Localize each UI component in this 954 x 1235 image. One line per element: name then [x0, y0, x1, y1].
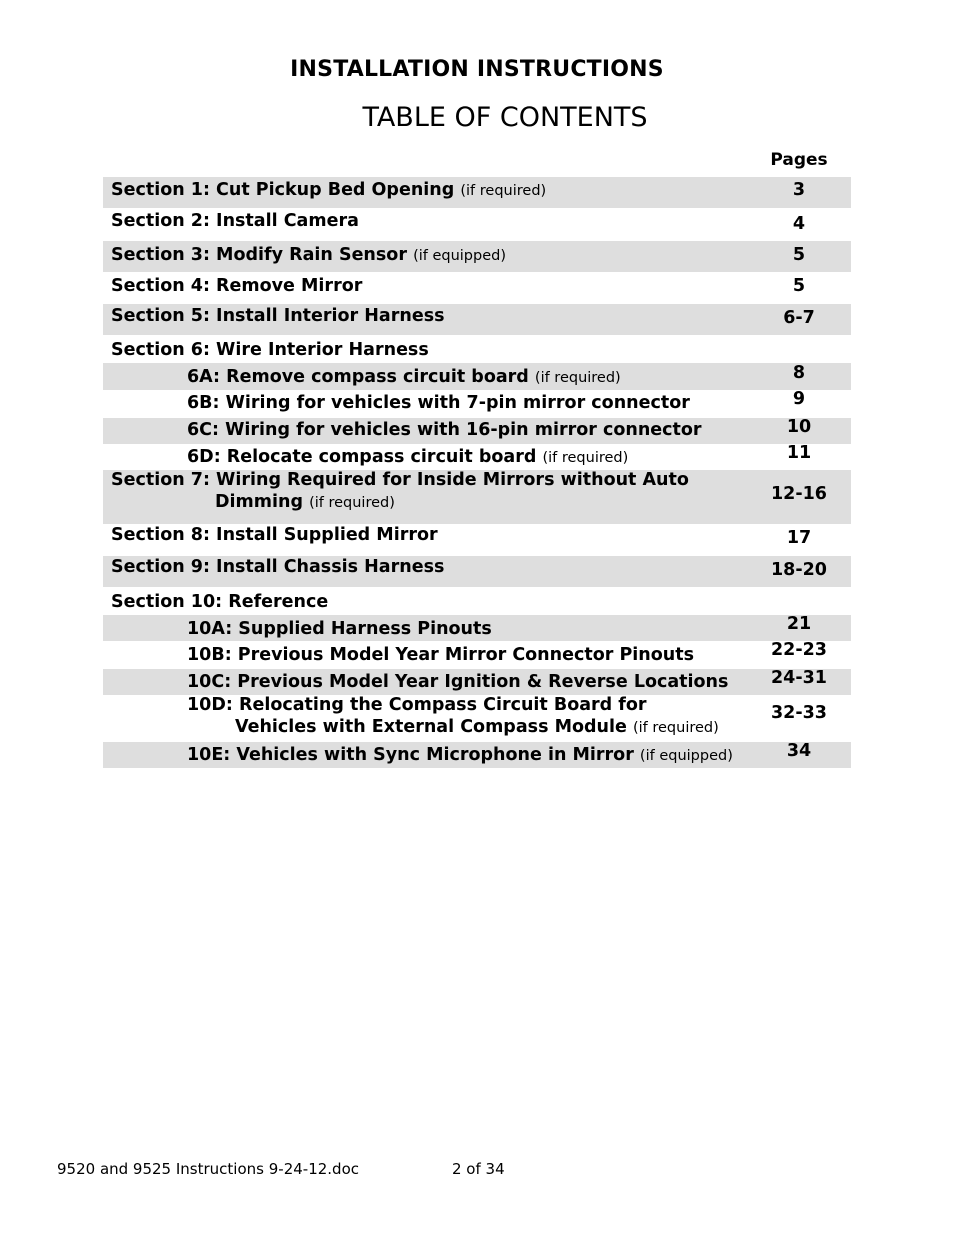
toc-page-number: 10: [786, 417, 812, 437]
toc-page-number: 5: [792, 276, 806, 296]
toc-page-number: 22-23: [771, 640, 827, 660]
toc-row[interactable]: [103, 556, 851, 587]
toc-entry-label: Section 1: Cut Pickup Bed Opening (if required): [111, 180, 547, 200]
page-subtitle: TABLE OF CONTENTS: [362, 102, 648, 133]
toc-page-number: 5: [792, 245, 806, 265]
toc-row[interactable]: [103, 444, 851, 470]
toc-entry-label: Section 2: Install Camera: [111, 211, 359, 231]
toc-page-number: 18-20: [771, 560, 827, 580]
toc-page-number: 4: [792, 214, 806, 234]
toc-entry-label: 6A: Remove compass circuit board (if required): [187, 367, 621, 387]
pages-column-header: Pages: [770, 150, 828, 170]
toc-entry-label: Section 9: Install Chassis Harness: [111, 557, 445, 577]
toc-row[interactable]: [103, 241, 851, 272]
toc-entry-label: 10C: Previous Model Year Ignition & Reverse Locations: [187, 672, 729, 692]
toc-entry-label: Section 5: Install Interior Harness: [111, 306, 445, 326]
toc-row[interactable]: [103, 418, 851, 444]
footer-filename: 9520 and 9525 Instructions 9-24-12.doc: [57, 1160, 359, 1178]
toc-entry-label: Section 6: Wire Interior Harness: [111, 340, 429, 360]
toc-entry-label: Section 7: Wiring Required for Inside Mirrors without Auto Dimming (if required): [111, 470, 689, 512]
toc-page-number: 9: [792, 389, 806, 409]
toc-row[interactable]: [103, 304, 851, 335]
toc-row[interactable]: [103, 742, 851, 768]
toc-row[interactable]: [103, 587, 851, 615]
toc-row[interactable]: [103, 669, 851, 695]
toc-row[interactable]: [103, 335, 851, 363]
toc-row[interactable]: [103, 363, 851, 390]
toc-row[interactable]: [103, 524, 851, 556]
toc-entry-label: 6C: Wiring for vehicles with 16-pin mirror connector: [187, 420, 702, 440]
toc-page-number: 6-7: [783, 308, 815, 328]
toc-entry-label: 10B: Previous Model Year Mirror Connector Pinouts: [187, 645, 694, 665]
toc-page-number: 11: [786, 443, 812, 463]
toc-entry-label: Section 4: Remove Mirror: [111, 276, 363, 296]
toc-page-number: 3: [792, 180, 806, 200]
toc-row[interactable]: [103, 641, 851, 669]
page-title: INSTALLATION INSTRUCTIONS: [290, 57, 664, 82]
toc-page-number: 21: [786, 614, 812, 634]
toc-page-number: 17: [786, 528, 812, 548]
toc-page-number: 12-16: [771, 484, 827, 504]
table-of-contents: [103, 177, 851, 768]
toc-entry-label: 10D: Relocating the Compass Circuit Board for Vehicles with External Compass Module (if required): [187, 695, 719, 737]
toc-page-number: 24-31: [771, 668, 827, 688]
toc-page-number: 34: [786, 741, 812, 761]
toc-entry-label: 10A: Supplied Harness Pinouts: [187, 619, 492, 639]
footer-page-number: 2 of 34: [452, 1160, 505, 1178]
toc-entry-label: Section 8: Install Supplied Mirror: [111, 525, 438, 545]
toc-row[interactable]: [103, 695, 851, 742]
toc-entry-label: 6B: Wiring for vehicles with 7-pin mirror connector: [187, 393, 690, 413]
toc-row[interactable]: [103, 208, 851, 241]
toc-row[interactable]: [103, 470, 851, 524]
toc-page-number: 32-33: [771, 703, 827, 723]
toc-entry-label: Section 3: Modify Rain Sensor (if equipped): [111, 245, 506, 265]
toc-row[interactable]: [103, 272, 851, 304]
toc-entry-label: Section 10: Reference: [111, 592, 329, 612]
toc-row[interactable]: [103, 177, 851, 208]
toc-entry-label: 10E: Vehicles with Sync Microphone in Mirror (if equipped): [187, 745, 733, 765]
toc-page-number: 8: [792, 363, 806, 383]
toc-row[interactable]: [103, 615, 851, 641]
toc-entry-label: 6D: Relocate compass circuit board (if required): [187, 447, 629, 467]
toc-row[interactable]: [103, 390, 851, 418]
